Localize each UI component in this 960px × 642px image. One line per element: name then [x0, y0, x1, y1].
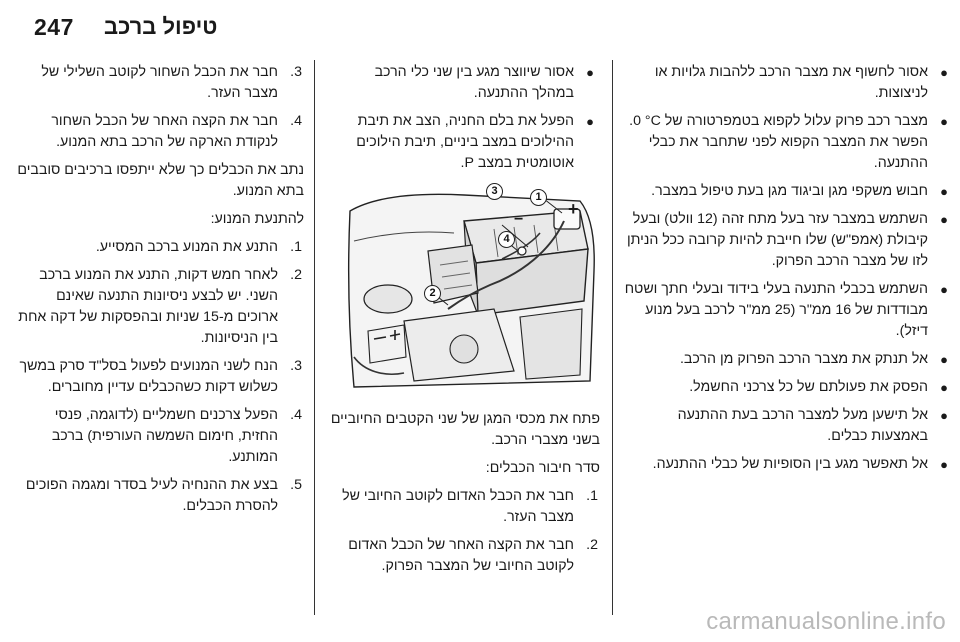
- start-steps: [14, 237, 304, 517]
- callout-4: 4: [498, 231, 515, 248]
- step-text: בצע את ההנחיה לעיל בסדר ומגמה הפוכים להסרת הכבלים.: [25, 477, 278, 514]
- step-number: 4.: [290, 113, 302, 129]
- routing-note: נתב את הכבלים כך שלא ייתפסו ברכיבים סובבים בתא המנוע.: [17, 162, 304, 199]
- column-divider: [314, 60, 315, 615]
- list-item: ● הפעל את בלם החניה, הצב את תיבת ההילוכים במצב ביניים, תיבת הילוכים אוטומטית במצב P.: [330, 111, 600, 174]
- step-text: חבר את הכבל השחור לקוטב השלילי של מצבר העזר.: [41, 64, 278, 101]
- list-item: ● חבוש משקפי מגן וביגוד מגן בעת טיפול במצבר.: [622, 181, 954, 202]
- step-text: חבר את הקצה האחר של הכבל האדום לקוטב החיובי של המצבר הפרוק.: [348, 537, 574, 574]
- callout-3: 3: [486, 183, 503, 200]
- list-item: [14, 475, 304, 517]
- minus-symbol: −: [514, 211, 524, 228]
- list-item: [14, 265, 304, 349]
- step-text: הנח לשני המנועים לפעול בסל"ד סרק במשך כשלוש דקות כשהכבלים עדיין מחוברים.: [19, 358, 278, 395]
- list-item: [14, 237, 304, 258]
- list-item: ● מצבר רכב פרוק עלול לקפוא בטמפרטורה של ‎0 °C‏. הפשר את המצבר הקפוא לפני שתחבר את כבלי ההתנעה.: [622, 111, 954, 174]
- step-text: הפעל צרכנים חשמליים (לדוגמה, פנסי החזית, חימום השמשה העורפית) ברכב המותנע.: [51, 407, 278, 465]
- list-item: ● אל תישען מעל למצבר הרכב בעת ההתנעה באמצעות כבלים.: [622, 405, 954, 447]
- step-number: 1.: [586, 488, 598, 504]
- step-number: 2.: [290, 267, 302, 283]
- step-text: חבר את הכבל האדום לקוטב החיובי של מצבר העזר.: [342, 488, 574, 525]
- start-title: להתנעת המנוע:: [210, 211, 304, 227]
- step-number: 1.: [290, 239, 302, 255]
- step-number: 5.: [290, 477, 302, 493]
- right-column: [622, 62, 954, 482]
- step-text: לאחר חמש דקות, התנע את המנוע ברכב השני. יש לבצע ניסיונות התנעה שאינם ארוכים מ-15 שניות ובהפסקות של דקה אחת בין הניסיונות.: [18, 267, 278, 346]
- list-item: ● אסור לחשוף את מצבר הרכב ללהבות גלויות או לניצוצות.: [622, 62, 954, 104]
- step-text: התנע את המנוע ברכב המסייע.: [95, 239, 278, 255]
- watermark: carmanualsonline.info: [706, 608, 946, 635]
- step-number: 4.: [290, 407, 302, 423]
- list-item: ● הפסק את פעולתם של כל צרכני החשמל.: [622, 377, 954, 398]
- list-item: [330, 535, 600, 577]
- step-text: חבר את הקצה האחר של הכבל השחור לנקודת הארקה של הרכב בתא המנוע.: [51, 113, 278, 150]
- column-divider: [612, 60, 613, 615]
- safety-bullet-list: [622, 62, 954, 475]
- middle-column: [330, 62, 600, 584]
- page-title: טיפול ברכב: [104, 14, 218, 39]
- callout-2: 2: [424, 285, 441, 302]
- list-item: [14, 111, 304, 153]
- list-item: [14, 356, 304, 398]
- list-item: ● השתמש במצבר עזר בעל מתח זהה (12 וולט) ובעל קיבולת (אמפ"ש) שלו חייבת להיות קרובה ככל הניתן לזו של מצבר הרכב הפרוק.: [622, 209, 954, 272]
- engine-bay-drawing: [344, 181, 600, 397]
- list-item: [330, 486, 600, 528]
- list-item: ● השתמש בכבלי התנעה בעלי בידוד ובעלי חתך ושטח מבודדות של 16 ממ"ר (25 ממ"ר לרכב בעל מנוע דיזל).: [622, 279, 954, 342]
- page-header: [0, 0, 960, 52]
- step-number: 2.: [586, 537, 598, 553]
- open-covers-text: פתח את מכסי המגן של שני הקטבים החיוביים בשני מצברי הרכב.: [330, 411, 600, 448]
- connection-steps-continued: [14, 62, 304, 153]
- procedure-title: סדר חיבור הכבלים:: [485, 460, 600, 476]
- page-number: 247: [34, 14, 74, 40]
- list-item: ● אל תאפשר מגע בין הסופיות של כבלי ההתנעה.: [622, 454, 954, 475]
- list-item: [14, 405, 304, 468]
- callout-1: 1: [530, 189, 547, 206]
- step-number: 3.: [290, 358, 302, 374]
- list-item: [14, 62, 304, 104]
- step-number: 3.: [290, 64, 302, 80]
- list-item: ● אסור שיווצר מגע בין שני כלי הרכב במהלך ההתנעה.: [330, 62, 600, 104]
- connection-steps: [330, 486, 600, 577]
- list-item: ● אל תנתק את מצבר הרכב הפרוק מן הרכב.: [622, 349, 954, 370]
- precaution-bullet-list: [330, 62, 600, 174]
- jump-start-illustration: [344, 181, 600, 397]
- left-column: [14, 62, 304, 524]
- plus-symbol: +: [568, 199, 579, 219]
